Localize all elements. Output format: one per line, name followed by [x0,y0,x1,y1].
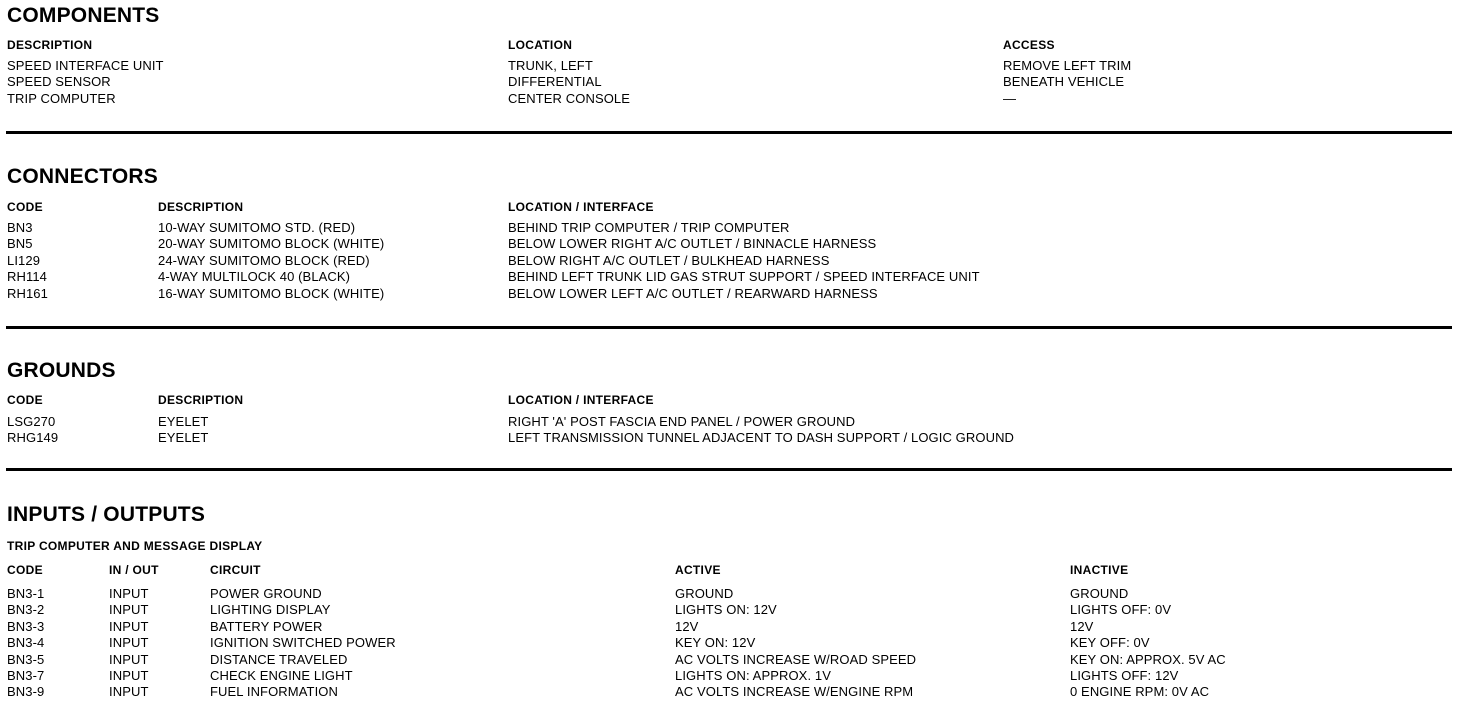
table-cell-circuit: LIGHTING DISPLAY [210,602,331,618]
table-cell-description: TRIP COMPUTER [7,90,116,106]
table-cell-circuit: DISTANCE TRAVELED [210,651,348,667]
table-cell-description: 4-WAY MULTILOCK 40 (BLACK) [158,269,351,285]
table-cell-access: REMOVE LEFT TRIM [1003,58,1132,73]
table-cell-location: BEHIND TRIP COMPUTER / TRIP COMPUTER [508,220,790,235]
table-cell-description: SPEED SENSOR [7,74,111,90]
components-access-column [1003,58,1131,107]
table-cell-inout: INPUT [109,635,149,651]
table-cell-location: BELOW LOWER LEFT A/C OUTLET / REARWARD HARNESS [508,285,878,301]
grounds-description-header: DESCRIPTION [158,393,244,407]
table-cell-access: — [1003,90,1017,106]
table-cell-inout: INPUT [109,684,149,700]
io-code-header: CODE [7,563,43,577]
io-title: INPUTS / OUTPUTS [7,503,206,526]
table-cell-code: BN3-9 [7,684,45,700]
connectors-location-column [508,220,980,302]
components-description-column [7,58,164,107]
io-subtitle: TRIP COMPUTER AND MESSAGE DISPLAY [7,539,263,553]
table-cell-description: EYELET [158,414,209,429]
table-cell-code: BN3-3 [7,618,45,634]
grounds-location-column [508,414,1014,447]
table-cell-description: 24-WAY SUMITOMO BLOCK (RED) [158,252,370,268]
grounds-location-header: LOCATION / INTERFACE [508,393,654,407]
table-cell-circuit: CHECK ENGINE LIGHT [210,668,353,684]
connectors-description-column [158,220,384,302]
grounds-code-header: CODE [7,393,43,407]
table-cell-code: RH114 [7,269,48,285]
table-cell-inactive: GROUND [1070,586,1129,601]
connectors-code-column [7,220,48,302]
table-cell-inout: INPUT [109,586,149,601]
table-cell-inactive: KEY ON: APPROX. 5V AC [1070,651,1226,667]
table-cell-code: RH161 [7,285,48,301]
io-active-column [675,586,916,701]
io-inout-header: IN / OUT [109,563,159,577]
grounds-title: GROUNDS [7,359,116,382]
table-cell-active: 12V [675,618,699,634]
table-cell-circuit: POWER GROUND [210,586,322,601]
table-cell-active: AC VOLTS INCREASE W/ENGINE RPM [675,684,914,700]
connectors-code-header: CODE [7,200,43,214]
table-cell-code: BN3-7 [7,668,45,684]
io-active-header: ACTIVE [675,563,721,577]
table-cell-inactive: LIGHTS OFF: 12V [1070,668,1179,684]
components-description-header: DESCRIPTION [7,38,93,52]
table-cell-code: BN3-5 [7,651,45,667]
table-cell-inout: INPUT [109,668,149,684]
io-code-column [7,586,44,701]
components-title: COMPONENTS [7,4,160,27]
table-cell-access: BENEATH VEHICLE [1003,74,1125,90]
io-inout-column [109,586,149,701]
io-inactive-column [1070,586,1226,701]
table-cell-inactive: LIGHTS OFF: 0V [1070,602,1172,618]
connectors-title: CONNECTORS [7,165,158,188]
table-cell-location: LEFT TRANSMISSION TUNNEL ADJACENT TO DASH SUPPORT / LOGIC GROUND [508,430,1015,446]
table-cell-code: BN3-4 [7,635,45,651]
grounds-code-column [7,414,58,447]
connectors-location-header: LOCATION / INTERFACE [508,200,654,214]
table-cell-location: BEHIND LEFT TRUNK LID GAS STRUT SUPPORT / SPEED INTERFACE UNIT [508,269,980,285]
table-cell-circuit: IGNITION SWITCHED POWER [210,635,396,651]
table-cell-code: LSG270 [7,414,56,429]
table-cell-code: BN3-2 [7,602,45,618]
table-cell-inactive: 12V [1070,618,1094,634]
table-cell-location: RIGHT 'A' POST FASCIA END PANEL / POWER GROUND [508,414,856,429]
table-cell-inout: INPUT [109,651,149,667]
table-cell-code: RHG149 [7,430,59,446]
io-inactive-header: INACTIVE [1070,563,1129,577]
table-cell-inout: INPUT [109,602,149,618]
io-circuit-header: CIRCUIT [210,563,261,577]
table-cell-active: GROUND [675,586,734,601]
table-cell-inactive: 0 ENGINE RPM: 0V AC [1070,684,1210,700]
table-cell-description: 16-WAY SUMITOMO BLOCK (WHITE) [158,285,385,301]
grounds-description-column [158,414,208,447]
table-cell-location: CENTER CONSOLE [508,90,631,106]
table-cell-circuit: FUEL INFORMATION [210,684,338,700]
section-divider [6,131,1452,134]
table-cell-circuit: BATTERY POWER [210,618,323,634]
table-cell-location: TRUNK, LEFT [508,58,593,73]
section-divider [6,468,1452,471]
table-cell-description: SPEED INTERFACE UNIT [7,58,164,73]
components-location-column [508,58,630,107]
components-access-header: ACCESS [1003,38,1055,52]
table-cell-code: BN3 [7,220,33,235]
table-cell-location: BELOW LOWER RIGHT A/C OUTLET / BINNACLE HARNESS [508,236,877,252]
table-cell-active: LIGHTS ON: 12V [675,602,777,618]
io-circuit-column [210,586,396,701]
table-cell-location: DIFFERENTIAL [508,74,602,90]
table-cell-location: BELOW RIGHT A/C OUTLET / BULKHEAD HARNESS [508,252,830,268]
table-cell-code: LI129 [7,252,41,268]
table-cell-inactive: KEY OFF: 0V [1070,635,1150,651]
table-cell-description: 10-WAY SUMITOMO STD. (RED) [158,220,356,235]
table-cell-active: AC VOLTS INCREASE W/ROAD SPEED [675,651,917,667]
section-divider [6,326,1452,329]
table-cell-description: 20-WAY SUMITOMO BLOCK (WHITE) [158,236,385,252]
table-cell-code: BN5 [7,236,33,252]
table-cell-active: LIGHTS ON: APPROX. 1V [675,668,831,684]
components-location-header: LOCATION [508,38,573,52]
table-cell-code: BN3-1 [7,586,45,601]
table-cell-description: EYELET [158,430,209,446]
connectors-description-header: DESCRIPTION [158,200,244,214]
table-cell-inout: INPUT [109,618,149,634]
table-cell-active: KEY ON: 12V [675,635,756,651]
